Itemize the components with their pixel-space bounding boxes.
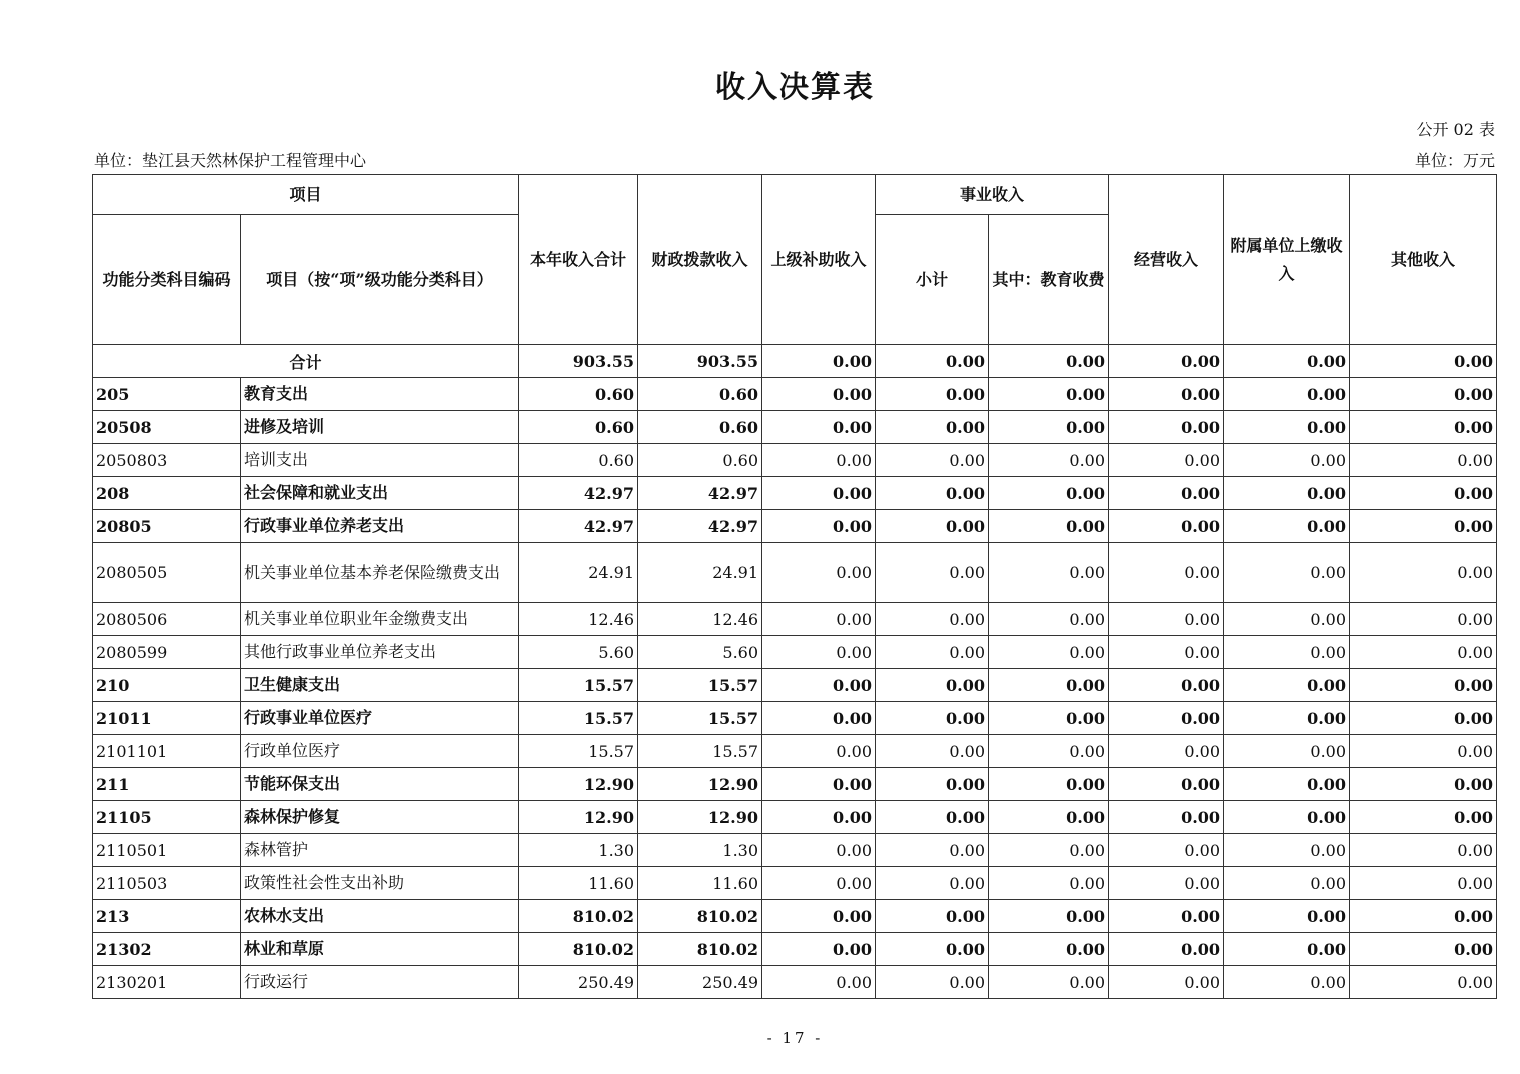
table-cell: 0.00 xyxy=(876,834,989,867)
table-cell: 0.00 xyxy=(876,543,989,603)
page-title: 收入决算表 xyxy=(715,70,875,105)
row-name: 林业和草原 xyxy=(241,933,519,966)
table-row xyxy=(93,735,1497,768)
table-cell: 0.00 xyxy=(989,378,1109,411)
table-cell: 0.00 xyxy=(1350,834,1497,867)
table-cell: 0.00 xyxy=(1109,378,1224,411)
table-cell: 0.00 xyxy=(1350,735,1497,768)
row-code: 2080599 xyxy=(93,636,241,669)
table-cell: 15.57 xyxy=(519,669,638,702)
income-table xyxy=(92,174,1497,999)
table-cell: 0.00 xyxy=(1109,669,1224,702)
table-cell: 12.46 xyxy=(519,603,638,636)
table-cell: 0.00 xyxy=(876,933,989,966)
table-row xyxy=(93,510,1497,543)
row-code: 2050803 xyxy=(93,444,241,477)
table-cell: 0.00 xyxy=(762,867,876,900)
table-cell: 0.00 xyxy=(762,378,876,411)
table-cell: 810.02 xyxy=(519,933,638,966)
table-cell: 0.00 xyxy=(1350,477,1497,510)
table-row xyxy=(93,867,1497,900)
table-cell: 0.00 xyxy=(1109,411,1224,444)
table-cell: 15.57 xyxy=(638,735,762,768)
table-row xyxy=(93,378,1497,411)
row-name: 社会保障和就业支出 xyxy=(241,477,519,510)
row-code: 2130201 xyxy=(93,966,241,999)
table-cell: 0.60 xyxy=(638,411,762,444)
table-cell: 0.00 xyxy=(1350,867,1497,900)
total-row xyxy=(93,345,1497,378)
table-cell: 0.00 xyxy=(1224,834,1350,867)
header-total: 本年收入合计 xyxy=(519,175,638,345)
table-cell: 0.00 xyxy=(876,801,989,834)
table-cell: 0.00 xyxy=(1109,543,1224,603)
table-cell: 0.00 xyxy=(876,636,989,669)
table-cell: 0.00 xyxy=(989,834,1109,867)
header-affiliated: 附属单位上缴收入 xyxy=(1224,175,1350,345)
table-cell: 15.57 xyxy=(638,669,762,702)
table-cell: 0.00 xyxy=(989,444,1109,477)
table-cell: 0.00 xyxy=(762,636,876,669)
table-cell: 0.00 xyxy=(876,411,989,444)
header-name: 项目（按“项”级功能分类科目） xyxy=(241,215,519,345)
table-cell: 0.00 xyxy=(876,603,989,636)
table-row xyxy=(93,669,1497,702)
row-code: 20508 xyxy=(93,411,241,444)
row-code: 20805 xyxy=(93,510,241,543)
table-cell: 11.60 xyxy=(638,867,762,900)
row-name: 节能环保支出 xyxy=(241,768,519,801)
table-cell: 0.00 xyxy=(1224,669,1350,702)
table-cell: 0.00 xyxy=(989,735,1109,768)
table-cell: 0.00 xyxy=(1224,735,1350,768)
table-cell: 0.60 xyxy=(519,411,638,444)
header-code: 功能分类科目编码 xyxy=(93,215,241,345)
table-cell: 0.00 xyxy=(1350,444,1497,477)
table-cell: 1.30 xyxy=(519,834,638,867)
table-cell: 0.00 xyxy=(1224,543,1350,603)
row-name: 农林水支出 xyxy=(241,900,519,933)
table-cell: 0.00 xyxy=(762,768,876,801)
table-cell: 0.00 xyxy=(989,669,1109,702)
table-cell: 0.00 xyxy=(989,477,1109,510)
table-cell: 42.97 xyxy=(519,510,638,543)
table-cell: 903.55 xyxy=(519,345,638,378)
table-cell: 0.60 xyxy=(638,378,762,411)
table-cell: 0.00 xyxy=(1350,543,1497,603)
table-cell: 0.00 xyxy=(762,603,876,636)
table-cell: 42.97 xyxy=(519,477,638,510)
table-cell: 0.00 xyxy=(1350,411,1497,444)
table-cell: 810.02 xyxy=(638,933,762,966)
table-cell: 0.00 xyxy=(1224,900,1350,933)
table-cell: 0.00 xyxy=(989,411,1109,444)
table-cell: 24.91 xyxy=(638,543,762,603)
table-cell: 0.00 xyxy=(1224,345,1350,378)
page-number: - 17 - xyxy=(766,1029,824,1047)
table-row xyxy=(93,801,1497,834)
row-code: 2110503 xyxy=(93,867,241,900)
table-cell: 0.00 xyxy=(876,378,989,411)
currency-unit: 单位：万元 xyxy=(1414,151,1495,170)
organization-unit: 单位：垫江县天然林保护工程管理中心 xyxy=(94,151,367,170)
table-cell: 0.00 xyxy=(876,768,989,801)
row-name: 卫生健康支出 xyxy=(241,669,519,702)
table-cell: 15.57 xyxy=(519,702,638,735)
table-cell: 0.00 xyxy=(989,345,1109,378)
table-cell: 0.00 xyxy=(1109,900,1224,933)
table-cell: 0.00 xyxy=(1224,933,1350,966)
table-row xyxy=(93,444,1497,477)
form-number: 公开 02 表 xyxy=(1416,120,1495,139)
table-cell: 0.00 xyxy=(1224,378,1350,411)
table-cell: 0.00 xyxy=(876,966,989,999)
table-cell: 0.00 xyxy=(1109,867,1224,900)
table-cell: 0.00 xyxy=(1109,801,1224,834)
table-cell: 24.91 xyxy=(519,543,638,603)
table-cell: 0.00 xyxy=(762,444,876,477)
table-cell: 0.00 xyxy=(1350,378,1497,411)
row-name: 森林管护 xyxy=(241,834,519,867)
row-code: 2110501 xyxy=(93,834,241,867)
row-name: 行政事业单位养老支出 xyxy=(241,510,519,543)
table-cell: 0.00 xyxy=(1350,966,1497,999)
row-name: 培训支出 xyxy=(241,444,519,477)
table-cell: 0.00 xyxy=(1224,636,1350,669)
header-business-group: 事业收入 xyxy=(876,175,1109,215)
row-name: 政策性社会性支出补助 xyxy=(241,867,519,900)
table-cell: 0.60 xyxy=(638,444,762,477)
table-cell: 0.00 xyxy=(1350,801,1497,834)
table-cell: 0.00 xyxy=(762,735,876,768)
row-name: 机关事业单位职业年金缴费支出 xyxy=(241,603,519,636)
table-cell: 0.00 xyxy=(876,477,989,510)
table-row xyxy=(93,900,1497,933)
table-cell: 0.00 xyxy=(989,900,1109,933)
row-code: 213 xyxy=(93,900,241,933)
table-cell: 12.90 xyxy=(638,768,762,801)
table-cell: 12.46 xyxy=(638,603,762,636)
header-subtotal: 小计 xyxy=(876,215,989,345)
row-name: 行政运行 xyxy=(241,966,519,999)
table-row xyxy=(93,603,1497,636)
table-cell: 0.00 xyxy=(1224,510,1350,543)
table-cell: 0.00 xyxy=(762,669,876,702)
table-header xyxy=(93,175,1497,345)
header-operating: 经营收入 xyxy=(1109,175,1224,345)
table-cell: 0.00 xyxy=(762,702,876,735)
table-cell: 0.00 xyxy=(762,543,876,603)
header-superior: 上级补助收入 xyxy=(762,175,876,345)
table-cell: 1.30 xyxy=(638,834,762,867)
table-cell: 0.00 xyxy=(1224,867,1350,900)
table-cell: 0.00 xyxy=(876,510,989,543)
table-cell: 250.49 xyxy=(638,966,762,999)
table-cell: 0.00 xyxy=(1109,510,1224,543)
table-cell: 0.00 xyxy=(1224,702,1350,735)
table-cell: 42.97 xyxy=(638,510,762,543)
table-cell: 0.00 xyxy=(1224,801,1350,834)
table-cell: 11.60 xyxy=(519,867,638,900)
row-name: 其他行政事业单位养老支出 xyxy=(241,636,519,669)
table-cell: 0.00 xyxy=(762,966,876,999)
table-row xyxy=(93,768,1497,801)
table-cell: 0.00 xyxy=(876,867,989,900)
table-cell: 0.00 xyxy=(1109,834,1224,867)
table-cell: 0.00 xyxy=(762,510,876,543)
table-cell: 0.00 xyxy=(989,867,1109,900)
table-cell: 810.02 xyxy=(638,900,762,933)
table-cell: 0.00 xyxy=(1350,702,1497,735)
table-row xyxy=(93,702,1497,735)
table-cell: 0.00 xyxy=(989,702,1109,735)
table-cell: 0.00 xyxy=(876,345,989,378)
table-cell: 0.00 xyxy=(1109,603,1224,636)
table-cell: 12.90 xyxy=(519,768,638,801)
table-cell: 810.02 xyxy=(519,900,638,933)
table-row xyxy=(93,933,1497,966)
row-name: 进修及培训 xyxy=(241,411,519,444)
table-body xyxy=(93,345,1497,999)
table-cell: 0.00 xyxy=(1350,636,1497,669)
table-cell: 15.57 xyxy=(519,735,638,768)
row-code: 2101101 xyxy=(93,735,241,768)
table-cell: 0.00 xyxy=(1350,603,1497,636)
row-code: 208 xyxy=(93,477,241,510)
header-other: 其他收入 xyxy=(1350,175,1497,345)
table-cell: 0.00 xyxy=(1224,768,1350,801)
table-row xyxy=(93,636,1497,669)
table-cell: 0.00 xyxy=(1350,345,1497,378)
table-cell: 0.60 xyxy=(519,378,638,411)
row-name: 教育支出 xyxy=(241,378,519,411)
table-row xyxy=(93,834,1497,867)
table-cell: 0.00 xyxy=(762,801,876,834)
header-fiscal: 财政拨款收入 xyxy=(638,175,762,345)
table-cell: 0.00 xyxy=(1109,702,1224,735)
row-code: 2080506 xyxy=(93,603,241,636)
table-row xyxy=(93,411,1497,444)
table-cell: 0.00 xyxy=(1350,768,1497,801)
table-cell: 0.00 xyxy=(762,411,876,444)
table-cell: 0.00 xyxy=(1109,477,1224,510)
table-cell: 12.90 xyxy=(519,801,638,834)
table-cell: 0.00 xyxy=(1109,933,1224,966)
row-name: 森林保护修复 xyxy=(241,801,519,834)
row-code: 21302 xyxy=(93,933,241,966)
table-cell: 0.00 xyxy=(1224,444,1350,477)
table-cell: 0.00 xyxy=(989,801,1109,834)
table-cell: 0.00 xyxy=(876,900,989,933)
table-cell: 0.00 xyxy=(1350,510,1497,543)
table-cell: 0.00 xyxy=(989,510,1109,543)
header-project: 项目 xyxy=(93,175,519,215)
table-cell: 0.00 xyxy=(762,900,876,933)
table-cell: 0.60 xyxy=(519,444,638,477)
table-cell: 0.00 xyxy=(1109,636,1224,669)
table-cell: 0.00 xyxy=(989,768,1109,801)
header-education: 其中：教育收费 xyxy=(989,215,1109,345)
table-cell: 0.00 xyxy=(876,444,989,477)
table-row xyxy=(93,477,1497,510)
row-code: 2080505 xyxy=(93,543,241,603)
table-cell: 0.00 xyxy=(1350,900,1497,933)
table-cell: 903.55 xyxy=(638,345,762,378)
row-code: 210 xyxy=(93,669,241,702)
table-cell: 0.00 xyxy=(1224,603,1350,636)
table-cell: 0.00 xyxy=(989,543,1109,603)
table-cell: 0.00 xyxy=(1350,669,1497,702)
table-cell: 0.00 xyxy=(1350,933,1497,966)
table-cell: 0.00 xyxy=(876,735,989,768)
table-cell: 42.97 xyxy=(638,477,762,510)
table-cell: 15.57 xyxy=(638,702,762,735)
table-cell: 0.00 xyxy=(762,834,876,867)
table-cell: 0.00 xyxy=(762,345,876,378)
row-code: 205 xyxy=(93,378,241,411)
table-cell: 0.00 xyxy=(762,933,876,966)
row-code: 21105 xyxy=(93,801,241,834)
table-cell: 0.00 xyxy=(989,933,1109,966)
table-cell: 0.00 xyxy=(989,966,1109,999)
row-name: 机关事业单位基本养老保险缴费支出 xyxy=(241,543,519,603)
table-cell: 0.00 xyxy=(1224,477,1350,510)
table-cell: 0.00 xyxy=(1109,966,1224,999)
table-cell: 0.00 xyxy=(876,702,989,735)
row-code: 211 xyxy=(93,768,241,801)
table-cell: 0.00 xyxy=(876,669,989,702)
table-cell: 5.60 xyxy=(638,636,762,669)
table-cell: 0.00 xyxy=(989,603,1109,636)
table-cell: 0.00 xyxy=(1224,966,1350,999)
total-label: 合计 xyxy=(93,345,519,378)
table-cell: 0.00 xyxy=(762,477,876,510)
table-cell: 0.00 xyxy=(989,636,1109,669)
table-row xyxy=(93,966,1497,999)
row-name: 行政单位医疗 xyxy=(241,735,519,768)
table-row xyxy=(93,543,1497,603)
table-cell: 0.00 xyxy=(1109,735,1224,768)
table-cell: 12.90 xyxy=(638,801,762,834)
table-cell: 0.00 xyxy=(1109,345,1224,378)
table-cell: 0.00 xyxy=(1224,411,1350,444)
table-cell: 5.60 xyxy=(519,636,638,669)
table-cell: 0.00 xyxy=(1109,768,1224,801)
row-code: 21011 xyxy=(93,702,241,735)
table-cell: 0.00 xyxy=(1109,444,1224,477)
table-cell: 250.49 xyxy=(519,966,638,999)
row-name: 行政事业单位医疗 xyxy=(241,702,519,735)
